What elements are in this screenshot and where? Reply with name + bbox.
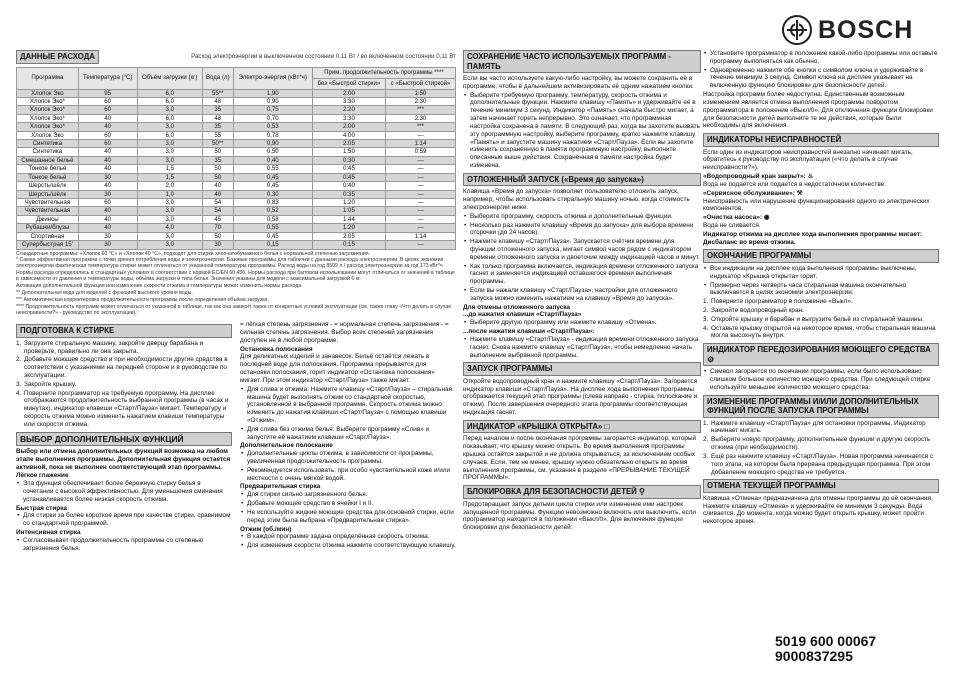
table-cell: Чувствительная bbox=[17, 198, 79, 206]
fault-pump-text: Вода не сливается. bbox=[703, 221, 761, 229]
table-cell: 1:50 bbox=[386, 89, 456, 97]
lid-text: Перед началом и после окончания программы загорается индикатор, который показывает, что крышку можно открыть. Во время выполнения программы крышка остаётся закрытой и не должна открываться, за исключением особых случаев. Если, тем не менее, крышку нужно обязательно открыть во время выполнения программы, см. указания в разделе «ПРЕРЫВАНИЕ ТЕКУЩЕЙ ПРОГРАММЫ». bbox=[463, 435, 697, 482]
table-cell: 0,55 bbox=[233, 165, 312, 173]
consumption-footnotes bbox=[16, 252, 456, 318]
note-4: **** Продолжительность программ может отличаться от указанной в таблице, так как она зависит также от конкретных условий эксплуатации (см. также главу «Что делать в случае неисправности?» - руководство по эксплуатации). bbox=[16, 304, 452, 317]
table-cell: 2:05 bbox=[312, 232, 385, 240]
table-cell: 0,58 bbox=[233, 215, 312, 223]
table-cell: Шерсть/шёлк bbox=[17, 182, 79, 190]
table-cell: 0,45 bbox=[233, 232, 312, 240]
middle-column bbox=[463, 50, 701, 610]
table-cell: 2:00 bbox=[312, 123, 385, 131]
delay-title: ОТЛОЖЕННЫЙ ЗАПУСК («Время до запуска») bbox=[463, 173, 701, 187]
th-with-fast: с «Быстрой стиркой» bbox=[386, 78, 456, 89]
prep-step: 4. Поверните программатор на требуемую программу. На дисплее отображаются продолжительность выбранной программы (в часах и минутах), индикатор клавиши «Старт/Пауза» мигает. Температуру и скорость отжима можно изменить нажатием клавиши температуры или скорости отжима. bbox=[16, 389, 229, 428]
left-column bbox=[16, 50, 456, 660]
table-row bbox=[17, 165, 456, 173]
table-cell: 2:20 bbox=[312, 106, 385, 114]
table-cell: 1,90 bbox=[233, 89, 312, 97]
extra-rinse-title: Дополнительное полоскание bbox=[240, 442, 333, 450]
extra-rinse-item: • Дополнительные циклы отжима, в зависимости от программы, увеличенная продолжительность программы. bbox=[240, 450, 456, 466]
fault-tap-label: «Водопроводный кран закрыт»: ♨ bbox=[703, 173, 814, 181]
table-cell: 40 bbox=[202, 182, 233, 190]
table-row bbox=[17, 173, 456, 181]
end-step: 3. Откройте крышку и барабан и выгрузите бельё из стиральной машины. bbox=[703, 315, 924, 323]
table-cell: 40 bbox=[78, 207, 137, 215]
prep-title: ПОДГОТОВКА К СТИРКЕ bbox=[16, 324, 232, 338]
table-cell: 0:45 bbox=[312, 173, 385, 181]
intensive-text: • Согласовывает продолжительность программы со степенью загрязнения белья. bbox=[16, 537, 232, 553]
consumption-rows bbox=[17, 89, 456, 249]
spin-item: • В каждой программе задана определённая скорость отжима. bbox=[240, 533, 456, 541]
table-cell: 4:00 bbox=[312, 131, 385, 139]
table-row bbox=[17, 232, 456, 240]
right-column bbox=[703, 50, 939, 610]
table-row bbox=[17, 140, 456, 148]
table-cell: 2:30 bbox=[386, 97, 456, 105]
table-cell: Хлопок Эко* bbox=[17, 106, 79, 114]
note-2: ** Дополнительная вода для моделей с функцией высокого уровня воды. bbox=[16, 290, 193, 297]
table-cell: 3:30 bbox=[312, 97, 385, 105]
th-energy: Электро-энергия (кВт*ч) bbox=[233, 67, 312, 89]
table-row bbox=[17, 215, 456, 223]
delay-item: • Нажмите клавишу «Старт/Пауза». Запускается счётчик времени для функции отложенного запуска, мигает символ часов рядом с индикатором времени отложенного запуска и двоеточие между индикацией часов и минут. bbox=[463, 238, 701, 261]
consumption-title: ДАННЫЕ РАСХОДА bbox=[16, 50, 99, 64]
table-cell: 35 bbox=[202, 106, 233, 114]
table-cell: 0,78 bbox=[233, 131, 312, 139]
wrench-icon: ⚒ bbox=[796, 189, 803, 197]
child-lock-item: • Одновременно нажмите обе кнопки с символом ключа и удерживайте в течение минимум 3 секунд. Символ ключа на дисплее указывает на включенную функцию блокировки для безопасности детей. bbox=[703, 67, 939, 90]
table-cell: 50 bbox=[202, 232, 233, 240]
table-cell: 48 bbox=[202, 97, 233, 105]
table-cell: 0:30 bbox=[312, 156, 385, 164]
key-icon: ⚲ bbox=[638, 487, 645, 497]
document-codes bbox=[775, 634, 876, 665]
table-cell: — bbox=[386, 224, 456, 232]
change-step: 2. Выберите новую программу, дополнительные функции и другую скорость отжима (при необходимости). bbox=[703, 436, 931, 452]
table-cell: 50** bbox=[202, 140, 233, 148]
table-cell: — bbox=[386, 156, 456, 164]
end-item: • Все индикации на дисплее хода выполнения программы выключены, индикатор «Крышка открыта» горит. bbox=[703, 265, 939, 281]
fault-pump-label: «Очистка насоса»: ◉ bbox=[703, 214, 770, 222]
table-cell: Смешанное бельё bbox=[17, 156, 79, 164]
end-title: ОКОНЧАНИЕ ПРОГРАММЫ bbox=[703, 249, 939, 263]
child-lock-title: БЛОКИРОВКА ДЛЯ БЕЗОПАСНОСТИ ДЕТЕЙ ⚲ bbox=[463, 485, 701, 499]
prep-step: 2. Добавьте моющее средство и при необходимости другие средства в соответствии с указаниями на передней стороне и в руководстве по эксплуатации. bbox=[16, 356, 228, 379]
table-cell: — bbox=[386, 207, 456, 215]
table-cell: 4,0 bbox=[137, 224, 202, 232]
table-cell: 3,0 bbox=[137, 123, 202, 131]
memory-text: Если вы часто используете какую-либо настройку, вы можете сохранить её в программе, чтобы в дальнейшем активизировать её одним нажатием кнопки. bbox=[463, 75, 694, 90]
table-cell: Рубашки/блузы bbox=[17, 224, 79, 232]
prep-and-extras bbox=[16, 321, 232, 553]
table-cell: 0,45 bbox=[233, 173, 312, 181]
table-cell: 60 bbox=[78, 97, 137, 105]
table-cell: 30 bbox=[78, 190, 137, 198]
prep-step: 3. Закройте крышку. bbox=[16, 380, 77, 388]
prewash-item: • Добавьте моющее средство в ячейки I и II. bbox=[240, 500, 456, 508]
table-cell: 30 bbox=[78, 241, 137, 249]
rinse-stop-item: • Для слива и отжима: Нажмите клавишу «Старт/Пауза» – стиральная машина будет выполнять отжим со стандартной скоростью, установленной в выбранной программе. Скорость отжима можно изменить до нажатия клавиши «Старт/Пауза» с помощью клавиши «Отжим». bbox=[240, 386, 456, 425]
table-cell: *** bbox=[386, 123, 456, 131]
table-cell: 50 bbox=[202, 165, 233, 173]
table-cell: 40 bbox=[78, 148, 137, 156]
table-cell: — bbox=[386, 198, 456, 206]
note-1: Активация дополнительной функции или изменение скорости отжима и температуры может изменить нормы расхода. bbox=[16, 283, 303, 290]
table-cell: 0:35 bbox=[312, 190, 385, 198]
th-program: Программа bbox=[17, 67, 79, 89]
table-cell: 2:30 bbox=[386, 114, 456, 122]
easy-iron-title: Лёгкое глажение bbox=[16, 472, 69, 480]
end-step: 4. Оставьте крышку открытой на некоторое время, чтобы стиральная машина могла высохнуть внутри. bbox=[703, 324, 936, 340]
overdose-title: ИНДИКАТОР ПЕРЕДОЗИРОВАНИЯ МОЮЩЕГО СРЕДСТВА ⚙ bbox=[703, 343, 939, 366]
table-cell: Шерсть/шёлк bbox=[17, 190, 79, 198]
table-cell: 3,0 bbox=[137, 140, 202, 148]
table-cell: 0,90 bbox=[233, 97, 312, 105]
table-row bbox=[17, 241, 456, 249]
spin-title: Отжим (об./мин) bbox=[240, 525, 292, 533]
table-cell: 0,55 bbox=[233, 224, 312, 232]
table-cell: 2:00 bbox=[312, 89, 385, 97]
prewash-title: Предварительная стирка bbox=[240, 483, 321, 491]
child-lock-text: Предотвращает запуск детьми цикла стирки или изменение ими настроек запущенной программы. Функцию невозможно включить или выключить, если программатор находится в положении «Выкл/0». Для включения функции блокировки для безопасности детей: bbox=[463, 500, 696, 532]
th-water: Вода (л) bbox=[202, 67, 233, 89]
table-cell: 40 bbox=[78, 114, 137, 122]
brand-name: BOSCH bbox=[818, 15, 914, 44]
table-cell: 0,70 bbox=[233, 114, 312, 122]
table-cell: 3,0 bbox=[137, 232, 202, 240]
delay-item: • Как только программа включается, индикация времени отложенного запуска гаснет и заменяется индикацией оставшегося времени выполнения программы. bbox=[463, 263, 701, 286]
table-cell: 48 bbox=[202, 114, 233, 122]
table-cell: — bbox=[386, 182, 456, 190]
th-without-fast: без «Быстрой стирки» bbox=[312, 78, 385, 89]
intensive-title: Интенсивная стирка bbox=[16, 529, 81, 537]
faults-text: Если один из индикаторов неисправностей внезапно начинает мигать, обратитесь к руководству по эксплуатации («Что делать в случае неисправности?»). bbox=[703, 148, 913, 172]
table-cell: Хлопок Эко bbox=[17, 131, 79, 139]
rinse-stop-item: • Для слива без отжима белья: Выберите программу «Слив» и запустите её нажатием клавиши «Старт/Пауза». bbox=[240, 426, 456, 442]
table-cell: 40 bbox=[78, 224, 137, 232]
end-step: 2. Закройте водопроводный кран. bbox=[703, 306, 804, 314]
table-row bbox=[17, 89, 456, 97]
fault-service-text: Неисправность или нарушение функционирования одного из электрических компонентов. bbox=[703, 197, 930, 213]
table-cell: 2,0 bbox=[137, 182, 202, 190]
easy-iron-text: • Эта функция обеспечивает более бережную стирку белья в сочетании с высокой эффективностью. Для уменьшения сминания устанавливается более низкая скорость отжима. bbox=[16, 480, 232, 503]
bosch-logo bbox=[782, 14, 913, 46]
end-step: 1. Поверните программатор в положение «Выкл». bbox=[703, 298, 853, 306]
table-cell: 1,0 bbox=[137, 190, 202, 198]
extras-intro: Выбор или отмена дополнительных функций возможна на любом этапе выполнения программы. Дополнительная функция остается активной, пока не выполнен соответствующий этап программы. bbox=[16, 447, 231, 471]
lid-open-icon: □ bbox=[604, 421, 610, 431]
footnote-eco: * Самая эффективная программа с точки зрения потребления воды и электроэнергии. Базовые программы для таблички с данными расхода электроэнергии. В целях экономии электроэнергии фактическая температура стирки может отличаться от указанной температуры программы. Расход воды на год 8509 л / расход электроэнергии за год 173 кВт*ч bbox=[16, 257, 444, 270]
fast-wash-text: • Для стирки за более короткое время при качестве стирки, сравнимом со стандартной программой. bbox=[16, 512, 232, 528]
delay-cancel-b-title: ...после нажатия клавиши «Старт/Пауза»: bbox=[463, 328, 595, 336]
fast-wash-title: Быстрая стирка bbox=[16, 504, 67, 512]
table-row bbox=[17, 182, 456, 190]
table-cell: 0:40 bbox=[312, 182, 385, 190]
fault-service-label: «Сервисное обслуживание»: ⚒ bbox=[703, 189, 803, 197]
table-cell: 6,0 bbox=[137, 131, 202, 139]
table-cell: Синтетика bbox=[17, 148, 79, 156]
table-cell: 70 bbox=[202, 224, 233, 232]
delay-cancel-a-title: ...до нажатия клавиши «Старт/Пауза» bbox=[463, 311, 582, 319]
table-cell: 40 bbox=[202, 190, 233, 198]
pump-icon: ◉ bbox=[763, 214, 770, 222]
table-row bbox=[17, 106, 456, 114]
table-cell: 50 bbox=[202, 173, 233, 181]
spin-item: • Для изменения скорости отжима нажмите соответствующую клавишу. bbox=[240, 542, 456, 550]
delay-item: • Несколько раз нажмите клавишу «Время до запуска» для выбора времени отсрочки (до 24 часов). bbox=[463, 222, 701, 238]
delay-cancel-a: • Выберите другую программу или нажмите клавишу «Отмена». bbox=[463, 319, 701, 327]
table-cell: 0,50 bbox=[233, 148, 312, 156]
fault-spin-text: Индикатор отжима на дисплее хода выполнения программы мигает: Дисбаланс во время отжима. bbox=[703, 230, 923, 246]
th-duration: Прим. продолжительность программы **** bbox=[312, 67, 455, 78]
change-step: 1. Нажмите клавишу «Старт/Пауза» для остановки программы. Индикатор начинает мигать. bbox=[703, 419, 926, 435]
cancel-title: ОТМЕНА ТЕКУЩЕЙ ПРОГРАММЫ bbox=[703, 479, 939, 493]
table-cell: 30 bbox=[78, 173, 137, 181]
faults-title: ИНДИКАТОРЫ НЕИСПРАВНОСТЕЙ bbox=[703, 133, 939, 147]
note-0: Нормы расхода определялись в стандартных условиях в соответствии с нормой EC/EN 60 456. Нормы расхода при бытовом использовании могут отличаться от значений в таблице в зависимости от давления и температуры воды, объёма загрузки и типа белья. Значения указаны для модели с максимальной загрузкой 6 кг. bbox=[16, 270, 455, 283]
table-cell: 0,15 bbox=[233, 241, 312, 249]
table-row bbox=[17, 97, 456, 105]
table-row bbox=[17, 114, 456, 122]
fault-tap-text: Вода не подаётся или подается в недостаточном количестве. bbox=[703, 180, 886, 188]
table-row bbox=[17, 224, 456, 232]
table-cell: 40 bbox=[78, 165, 137, 173]
table-row bbox=[17, 198, 456, 206]
table-cell: 0,40 bbox=[233, 156, 312, 164]
table-cell: 55** bbox=[202, 89, 233, 97]
prewash-item: • Для стирки сильно загрязненного белья. bbox=[240, 491, 456, 499]
table-cell: 60 bbox=[78, 198, 137, 206]
table-cell: 55 bbox=[202, 131, 233, 139]
table-cell: — bbox=[386, 173, 456, 181]
table-cell: 3,0 bbox=[137, 106, 202, 114]
table-cell: 1:44 bbox=[312, 215, 385, 223]
change-step: 3. Ещё раз нажмите клавишу «Старт/Пауза». Новая программа начинается с того этапа, на котором была прервана предыдущая программа. При этом добавление моющего средства не требуется. bbox=[703, 452, 934, 476]
cancel-text: Клавиша «Отмена» предназначена для отмены программы до её окончания. Нажмите клавишу «Отмена» и удерживайте ее минимум 3 секунды. Вода сливается. До момента, когда можно будет открыть крышку, может пройти некоторое время. bbox=[703, 494, 933, 526]
table-cell: 40 bbox=[78, 215, 137, 223]
code-2: 9000837295 bbox=[775, 648, 853, 665]
table-cell: 1,5 bbox=[137, 165, 202, 173]
th-temp: Температура (°C) bbox=[78, 67, 137, 89]
table-cell: 40 bbox=[78, 156, 137, 164]
table-cell: Чувствительная bbox=[17, 207, 79, 215]
table-cell: 35 bbox=[202, 156, 233, 164]
table-cell: 1:14 bbox=[386, 140, 456, 148]
prewash-item: • Не используйте жидкие моющие средства для основной стирки, если перед этим была выбрана «Предварительная стирка». bbox=[240, 509, 456, 525]
table-cell: Тонкое бельё bbox=[17, 165, 79, 173]
delay-text: Клавиша «Время до запуска» позволяет пользователю отложить запуск, например, чтобы использовать стиральную машину ночью, когда стоимость электроэнергии ниже. bbox=[463, 188, 690, 211]
table-cell: 0,52 bbox=[233, 207, 312, 215]
table-row bbox=[17, 190, 456, 198]
table-cell: 54 bbox=[202, 207, 233, 215]
table-cell: 3,0 bbox=[137, 198, 202, 206]
extras-title: ВЫБОР ДОПОЛНИТЕЛЬНЫХ ФУНКЦИЙ bbox=[16, 432, 232, 446]
table-row bbox=[17, 123, 456, 131]
tap-icon: ♨ bbox=[807, 173, 814, 181]
table-cell: 0,53 bbox=[233, 123, 312, 131]
delay-cancel-title: Для отмены отложенного запуска bbox=[463, 303, 571, 311]
rinse-stop-title: Остановка полоскания bbox=[240, 345, 313, 353]
table-cell: 3,0 bbox=[137, 207, 202, 215]
table-cell: 0:45 bbox=[312, 165, 385, 173]
table-cell: 1:05 bbox=[312, 207, 385, 215]
table-cell: 35 bbox=[202, 123, 233, 131]
delay-item: • Если вы нажали клавишу «Старт/Пауза», настройки для отложенного запуска можно изменить нажатием на клавишу «Время до запуска». bbox=[463, 287, 701, 303]
table-cell: 45 bbox=[202, 215, 233, 223]
code-1: 5019 600 00067 bbox=[775, 633, 877, 649]
note-3: *** Автоматическая корректировка продолжительности программы после определения объёма загрузки. bbox=[16, 297, 269, 304]
table-cell: 3,0 bbox=[137, 148, 202, 156]
table-cell: Тонкое бельё bbox=[17, 173, 79, 181]
table-cell: 0,83 bbox=[233, 198, 312, 206]
table-cell: 60 bbox=[78, 131, 137, 139]
table-cell: 3:30 bbox=[312, 114, 385, 122]
middle-options bbox=[240, 321, 456, 553]
overdose-item: • Символ загорается по окончании программы, если было использовано слишком большое количество моющего средства. При следующей стирке используйте меньшее количество моющего средства. bbox=[703, 368, 939, 391]
table-row bbox=[17, 131, 456, 139]
end-item: • Примерно через четверть часа стиральная машина окончательно выключается в целях экономии электроэнергии. bbox=[703, 282, 939, 298]
table-cell: 54 bbox=[202, 198, 233, 206]
table-cell: 2:05 bbox=[312, 140, 385, 148]
footnote-standard: Стандартные программы: «Хлопок 60 °C» и «Хлопок 40 °C», подходят для стирки хлопчатобумажного белья с нормальной степенью загрязнения. bbox=[16, 250, 371, 257]
rinse-stop-text: Для деликатных изделий и занавесок. Бельё остаётся лежать в последней воде для полоскания. Программа прерывается для остановки полоскания, горит индикатор «Остановка полоскания» мигает. При этом индикатор «Старт/Пауза» также мигает. bbox=[240, 353, 435, 384]
table-cell: 6,0 bbox=[137, 97, 202, 105]
table-cell: 40 bbox=[78, 182, 137, 190]
table-cell: 3,0 bbox=[137, 215, 202, 223]
table-cell: 95 bbox=[78, 89, 137, 97]
table-cell: Джинсы bbox=[17, 215, 79, 223]
table-cell: Супербыстрая 15' bbox=[17, 241, 79, 249]
table-cell: 60 bbox=[78, 106, 137, 114]
delay-cancel-b: • Нажмите клавишу «Старт/Пауза» - индикация времени отложенного запуска гаснет. Снова нажмите клавишу «Старт/Пауза», чтобы немедленно начать выполнение выбранной программы. bbox=[463, 336, 701, 359]
table-cell: Хлопок Эко bbox=[17, 89, 79, 97]
table-cell: — bbox=[386, 190, 456, 198]
table-cell: 3,0 bbox=[137, 241, 202, 249]
table-cell: — bbox=[386, 215, 456, 223]
table-cell: 1:20 bbox=[312, 198, 385, 206]
table-cell: 0:15 bbox=[312, 241, 385, 249]
table-cell: 30 bbox=[202, 241, 233, 249]
table-cell: — bbox=[386, 131, 456, 139]
table-row bbox=[17, 207, 456, 215]
table-row bbox=[17, 148, 456, 156]
table-cell: 60 bbox=[78, 140, 137, 148]
table-cell: 1:50 bbox=[312, 148, 385, 156]
extra-rinse-item: • Рекомендуется использовать: при особо чувствительной коже и/или местности с очень мягкой водой. bbox=[240, 467, 456, 483]
table-cell: 0,90 bbox=[233, 140, 312, 148]
child-lock-item: • Установите программатор в положение какой-либо программы или оставьте программу выполняться как обычно. bbox=[703, 50, 939, 66]
table-cell: 0,75 bbox=[233, 106, 312, 114]
table-cell: *** bbox=[386, 106, 456, 114]
prep-step: 1. Загрузите стиральную машину, закройте дверцу барабана и проверьте, правильно ли она закрыта. bbox=[16, 339, 204, 355]
table-cell: Синтетика bbox=[17, 140, 79, 148]
table-cell: 0,45 bbox=[233, 182, 312, 190]
table-cell: 6,0 bbox=[137, 89, 202, 97]
soil-level-note: = лёгкая степень загрязнения - = нормальная степень загрязнения - = сильная степень загрязнения. Выбор всех степеней загрязнения доступен не в любой программе. bbox=[240, 321, 449, 344]
prep-steps bbox=[16, 340, 232, 429]
table-cell: 1:14 bbox=[386, 232, 456, 240]
memory-item: • Выберите требуемую программу, температуру, скорость отжима и дополнительные функции. Нажмите клавишу «Память» и удерживайте её в течение минимум 3 секунд. Индикатор «Память» сначала быстро мигает, а затем начинает гореть непрерывно. Это означает, что программная настройка сохранена в памяти. В следующий раз, когда вы захотите вызвать эту программную настройку, выберите программу, кратко нажмите клавишу «Память» и запустите машину нажатием «Старт/Пауза». Если вы захотите изменить сохраненную в памяти программную настройку, выполните описанные выше действия. Сохранённая в памяти настройка будет изменена. bbox=[463, 92, 701, 170]
consumption-table bbox=[16, 67, 456, 250]
memory-title: СОХРАНЕНИЕ ЧАСТО ИСПОЛЬЗУЕМЫХ ПРОГРАММ - ПАМЯТЬ bbox=[463, 50, 701, 73]
table-cell: Хлопок Эко* bbox=[17, 97, 79, 105]
table-cell: Спортивная bbox=[17, 232, 79, 240]
overdose-icon: ⚙ bbox=[707, 354, 714, 364]
table-cell: — bbox=[386, 241, 456, 249]
table-cell: 3,0 bbox=[137, 156, 202, 164]
start-text: Откройте водопроводный кран и нажмите клавишу «Старт/Пауза». Загорается индикатор клавиши «Старт/Пауза». На дисплее хода выполнения программы отображается текущий этап программы (слева направо - стирка, полоскание и отжим). После завершения очередного этапа программы соответствующая индикация гаснет. bbox=[463, 377, 698, 417]
start-title: ЗАПУСК ПРОГРАММЫ bbox=[463, 362, 701, 376]
table-cell: 40 bbox=[78, 123, 137, 131]
table-cell: Хлопок Эко* bbox=[17, 123, 79, 131]
child-lock-after: Настройка программ более недоступна. Единственным возможным изменением является отмена выполнения программы поворотом программатора в положение «Выкл/0». Для отключения функции блокировки для безопасности детей выполните те же действия, которые были необходимы для включения. bbox=[703, 91, 933, 130]
consumption-note: Расход электроэнергии в выключенном состоянии 0,11 Вт / во включенном состоянии 0,11 Вт bbox=[191, 53, 456, 61]
table-cell: 1:20 bbox=[312, 224, 385, 232]
table-cell: 0,30 bbox=[233, 190, 312, 198]
table-cell: 30 bbox=[78, 232, 137, 240]
table-cell: Хлопок Эко* bbox=[17, 114, 79, 122]
table-cell: — bbox=[386, 165, 456, 173]
table-cell: 6,0 bbox=[137, 114, 202, 122]
table-cell: 1,5 bbox=[137, 173, 202, 181]
bosch-armature-icon bbox=[782, 15, 812, 45]
change-title: ИЗМЕНЕНИЕ ПРОГРАММЫ И/ИЛИ ДОПОЛНИТЕЛЬНЫХ ФУНКЦИЙ ПОСЛЕ ЗАПУСКА ПРОГРАММЫ bbox=[703, 395, 939, 418]
table-cell: 50 bbox=[202, 148, 233, 156]
th-load: Объём загрузки (кг) bbox=[137, 67, 202, 89]
table-row bbox=[17, 156, 456, 164]
lid-title: ИНДИКАТОР «КРЫШКА ОТКРЫТА» □ bbox=[463, 420, 701, 434]
delay-item: • Выберите программу, скорость отжима и дополнительные функции. bbox=[463, 213, 701, 221]
table-cell: 0:59 bbox=[386, 148, 456, 156]
